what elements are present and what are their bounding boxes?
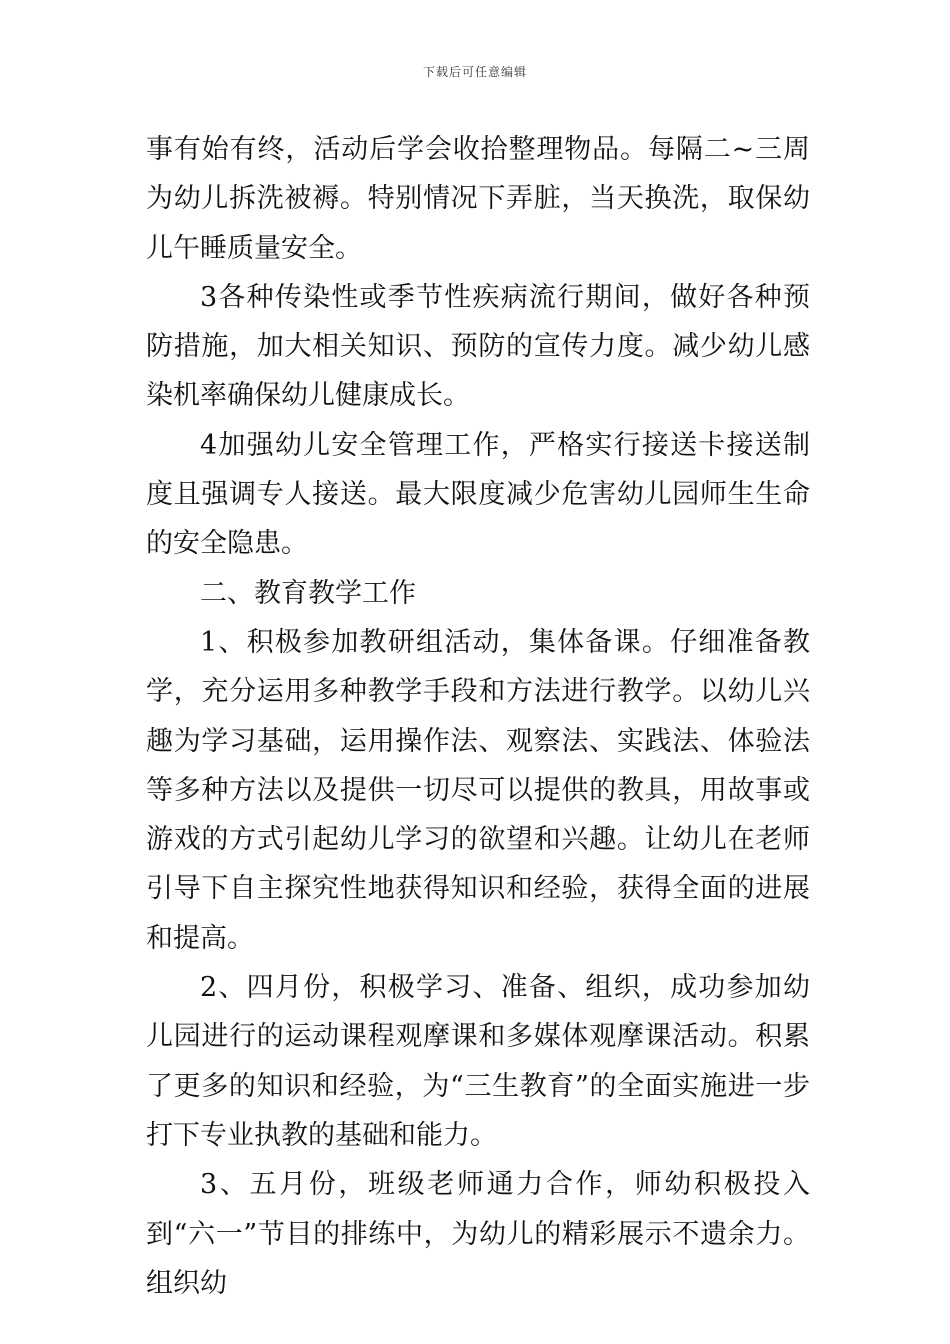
paragraph-3: 4加强幼儿安全管理工作，严格实行接送卡接送制度且强调专人接送。最大限度减少危害幼儿园师生生命的安全隐患。 [146,429,810,560]
paragraph-1: 事有始有终，活动后学会收拾整理物品。每隔二~三周为幼儿拆洗被褥。特别情况下弄脏，当天换洗，取保幼儿午睡质量安全。 [146,134,810,264]
paragraph-5: 2、四月份，积极学习、准备、组织，成功参加幼儿园进行的运动课程观摩课和多媒体观摩课活动。积累了更多的知识和经验，为“三生教育”的全面实施进一步打下专业执教的基础和能力。 [146,972,810,1151]
paragraph-4: 1、积极参加教研组活动，集体备课。仔细准备教学，充分运用多种教学手段和方法进行教学。以幼儿兴趣为学习基础，运用操作法、观察法、实践法、体验法等多种方法以及提供一切尽可以提供的教具，用故事或游戏的方式引起幼儿学习的欲望和兴趣。让幼儿在老师引导下自主探究性地获得知识和经验，获得全面的进展和提高。 [146,626,810,954]
document-body [146,125,810,1308]
paragraph-6: 3、五月份，班级老师通力合作，师幼积极投入到“六一”节目的排练中，为幼儿的精彩展示不遗余力。组织幼 [146,1169,810,1299]
page-header: 下载后可任意编辑 [422,65,527,79]
section-heading: 二、教育教学工作 [200,577,416,609]
paragraph-2: 3各种传染性或季节性疾病流行期间，做好各种预防措施，加大相关知识、预防的宣传力度。减少幼儿感染机率确保幼儿健康成长。 [146,281,810,412]
